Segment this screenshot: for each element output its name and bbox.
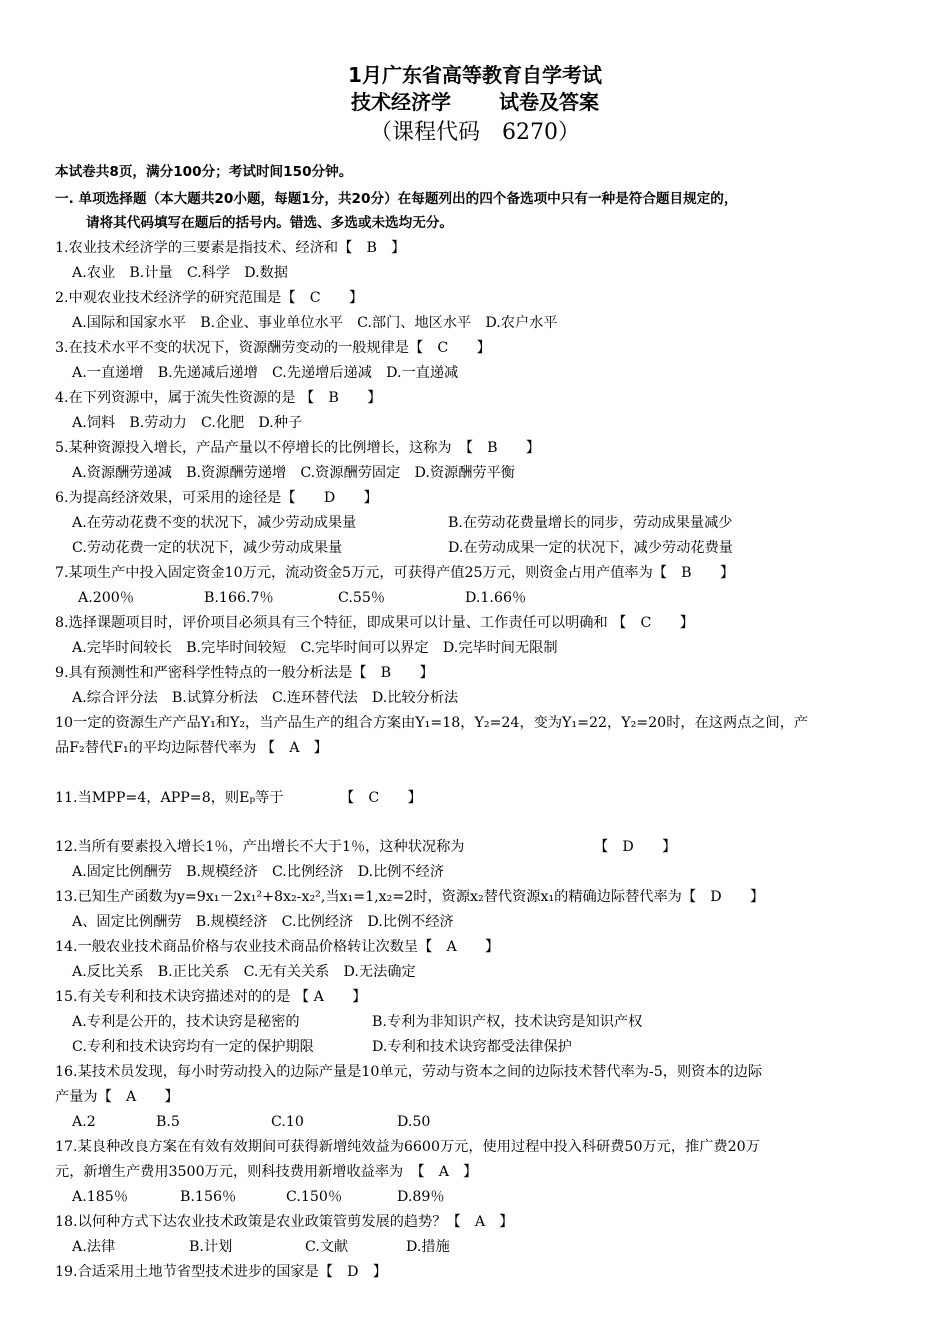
section-heading-cont: 请将其代码填写在题后的括号内。错选、多选或未选均无分。	[86, 215, 454, 231]
question-9: 9.具有预测性和严密科学性特点的一般分析法是【 B 】	[55, 665, 434, 681]
question-14-options: A.反比关系 B.正比关系 C.无有关关系 D.无法确定	[72, 964, 416, 980]
question-18-option-d: D.措施	[406, 1239, 450, 1255]
question-17-option-a: A.185％	[72, 1189, 129, 1205]
question-16-option-a: A.2	[72, 1114, 96, 1130]
question-1-options: A.农业 B.计量 C.科学 D.数据	[72, 265, 288, 281]
course-code: （课程代码 6270）	[369, 120, 580, 145]
question-15-option-c: C.专利和技术诀窍均有一定的保护期限	[72, 1039, 314, 1055]
question-5: 5.某种资源投入增长，产品产量以不停增长的比例增长，这称为 【 B 】	[55, 440, 541, 456]
question-15-option-d: D.专利和技术诀窍都受法律保护	[372, 1039, 572, 1055]
question-17-option-b: B.156％	[180, 1189, 237, 1205]
question-12-options: A.固定比例酬劳 B.规模经济 C.比例经济 D.比例不经济	[72, 864, 445, 880]
question-17-option-c: C.150％	[286, 1189, 343, 1205]
question-12-answer: 【 D 】	[594, 839, 677, 855]
question-7: 7.某项生产中投入固定资金10万元，流动资金5万元，可获得产值25万元，则资金占用产值率为【 B 】	[55, 565, 735, 581]
question-13-options: A、固定比例酬劳 B.规模经济 C.比例经济 D.比例不经济	[72, 914, 454, 930]
question-17-cont: 元，新增生产费用3500万元，则科技费用新增收益率为 【 A 】	[55, 1164, 478, 1180]
question-12: 12.当所有要素投入增长1％，产出增长不大于1％，这种状况称为	[55, 839, 465, 855]
question-1: 1.农业技术经济学的三要素是指技术、经济和【 B 】	[55, 240, 406, 256]
question-18-option-a: A.法律	[72, 1239, 116, 1255]
question-6-option-b: B.在劳动花费量增长的同步，劳动成果量减少	[448, 515, 733, 531]
question-14: 14.一般农业技术商品价格与农业技术商品价格转让次数呈【 A 】	[55, 939, 500, 955]
exam-subtitle	[0, 89, 950, 115]
question-16: 16.某技术员发现，每小时劳动投入的边际产量是10单元，劳动与资本之间的边际技术替代率为-5，则资本的边际	[55, 1064, 763, 1080]
question-10-cont: 品F₂替代F₁的平均边际替代率为 【 A 】	[55, 740, 328, 756]
question-4-options: A.饲料 B.劳动力 C.化肥 D.种子	[72, 415, 303, 431]
question-19: 19.合适采用土地节省型技术进步的国家是【 D 】	[55, 1264, 387, 1280]
question-9-options: A.综合评分法 B.试算分析法 C.连环替代法 D.比较分析法	[72, 690, 459, 706]
question-13: 13.已知生产函数为y=9x₁－2x₁²+8x₂-x₂²,当x₁=1,x₂=2时，资源x₂替代资源x₁的精确边际替代率为【 D 】	[55, 889, 765, 905]
section-heading: 一. 单项选择题（本大题共20小题，每题1分，共20分）在每题列出的四个备选项中只有一种是符合题目规定的，	[55, 191, 738, 207]
question-7-option-b: B.166.7％	[204, 590, 274, 606]
subject-name: 技术经济学	[351, 90, 451, 114]
exam-title: 1月广东省高等教育自学考试	[348, 63, 602, 87]
question-8-options: A.完毕时间较长 B.完毕时间较短 C.完毕时间可以界定 D.完毕时间无限制	[72, 640, 558, 656]
question-2-options: A.国际和国家水平 B.企业、事业单位水平 C.部门、地区水平 D.农户水平	[72, 315, 558, 331]
question-18-option-c: C.文献	[305, 1239, 349, 1255]
question-6-option-c: C.劳动花费一定的状况下，减少劳动成果量	[72, 540, 343, 556]
question-17-option-d: D.89％	[397, 1189, 445, 1205]
question-11: 11.当MPP=4，APP=8，则Eₚ等于	[55, 790, 284, 806]
question-11-answer: 【 C 】	[340, 790, 422, 806]
question-6: 6.为提高经济效果，可采用的途径是【 D 】	[55, 490, 378, 506]
question-2: 2.中观农业技术经济学的研究范围是【 C 】	[55, 290, 364, 306]
question-18-option-b: B.计划	[189, 1239, 233, 1255]
question-8: 8.选择课题项目时，评价项目必须具有三个特征，即成果可以计量、工作责任可以明确和 【 C 】	[55, 615, 694, 631]
question-16-option-d: D.50	[397, 1114, 431, 1130]
question-7-option-d: D.1.66％	[465, 590, 527, 606]
question-15-option-b: B.专利为非知识产权，技术诀窍是知识产权	[372, 1014, 643, 1030]
paper-type: 试卷及答案	[499, 90, 599, 114]
question-6-option-d: D.在劳动成果一定的状况下，减少劳动花费量	[448, 540, 733, 556]
question-16-option-c: C.10	[271, 1114, 304, 1130]
question-17: 17.某良种改良方案在有效有效期间可获得新增纯效益为6600万元，使用过程中投入科研费50万元，推广费20万	[55, 1139, 760, 1155]
question-16-cont: 产量为【 A 】	[55, 1089, 179, 1105]
question-16-option-b: B.5	[156, 1114, 180, 1130]
exam-intro: 本试卷共8页，满分100分；考试时间150分钟。	[55, 164, 353, 180]
question-15: 15.有关专利和技术诀窍描述对的的是 【 A 】	[55, 989, 367, 1005]
question-10: 10一定的资源生产产品Y₁和Y₂，当产品生产的组合方案由Y₁=18，Y₂=24，变为Y₁=22，Y₂=20时，在这两点之间，产	[55, 715, 809, 731]
question-7-option-a: A.200％	[78, 590, 135, 606]
question-5-options: A.资源酬劳递减 B.资源酬劳递增 C.资源酬劳固定 D.资源酬劳平衡	[72, 465, 515, 481]
question-6-option-a: A.在劳动花费不变的状况下，减少劳动成果量	[72, 515, 357, 531]
question-18: 18.以何种方式下达农业技术政策是农业政策管剪发展的趋势？【 A 】	[55, 1214, 514, 1230]
question-3: 3.在技术水平不变的状况下，资源酬劳变动的一般规律是【 C 】	[55, 340, 491, 356]
question-4: 4.在下列资源中，属于流失性资源的是 【 B 】	[55, 390, 382, 406]
question-3-options: A.一直递增 B.先递减后递增 C.先递增后递减 D.一直递减	[72, 365, 459, 381]
question-7-option-c: C.55％	[338, 590, 386, 606]
question-15-option-a: A.专利是公开的，技术诀窍是秘密的	[72, 1014, 300, 1030]
